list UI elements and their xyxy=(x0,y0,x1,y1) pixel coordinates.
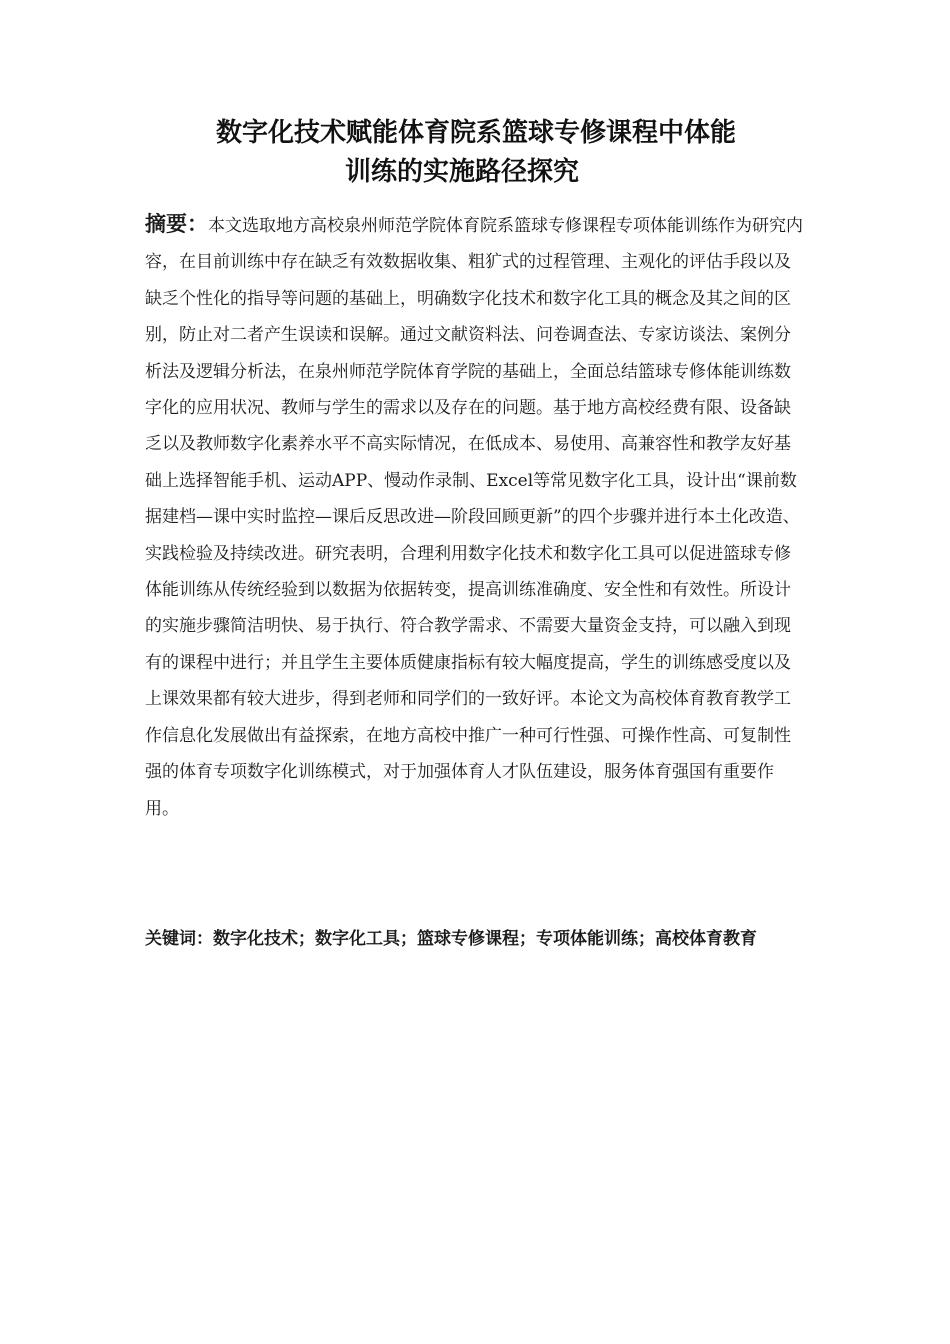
abstract-text: 本文选取地方高校泉州师范学院体育院系篮球专修课程专项体能训练作为研究内容，在目前训练中存在缺乏有效数据收集、粗犷式的过程管理、主观化的评估手段以及缺乏个性化的指导等问题的基础上，明确数字化技术和数字化工具的概念及其之间的区别，防止对二者产生误读和误解。通过文献资料法、问卷调查法、专家访谈法、案例分析法及逻辑分析法，在泉州师范学院体育学院的基础上，全面总结篮球专修体能训练数字化的应用状况、教师与学生的需求以及存在的问题。基于地方高校经费有限、设备缺乏以及教师数字化素养水平不高实际情况，在低成本、易使用、高兼容性和教学友好基础上选择智能手机、运动APP、慢动作录制、Excel等常见数字化工具，设计出“课前数据建档—课中实时监控—课后反思改进—阶段回顾更新”的四个步骤并进行本土化改造、实践检验及持续改进。研究表明，合理利用数字化技术和数字化工具可以促进篮球专修体能训练从传统经验到以数据为依据转变，提高训练准确度、安全性和有效性。所设计的实施步骤简洁明快、易于执行、符合教学需求、不需要大量资金支持，可以融入到现有的课程中进行；并且学生主要体质健康指标有较大幅度提高，学生的训练感受度以及上课效果都有较大进步，得到老师和同学们的一致好评。本论文为高校体育教育教学工作信息化发展做出有益探索，在地方高校中推广一种可行性强、可操作性高、可复制性强的体育专项数字化训练模式，对于加强体育人才队伍建设，服务体育强国有重要作用。 xyxy=(145,216,803,819)
keywords-line: 关键词：数字化技术；数字化工具；篮球专修课程；专项体能训练；高校体育教育 xyxy=(145,929,757,949)
paper-title xyxy=(0,114,950,192)
abstract-paragraph xyxy=(145,206,805,827)
title-line-1: 数字化技术赋能体育院系篮球专修课程中体能 xyxy=(216,118,737,148)
title-line-2: 训练的实施路径探究 xyxy=(345,157,580,187)
abstract-label: 摘要： xyxy=(145,212,208,236)
